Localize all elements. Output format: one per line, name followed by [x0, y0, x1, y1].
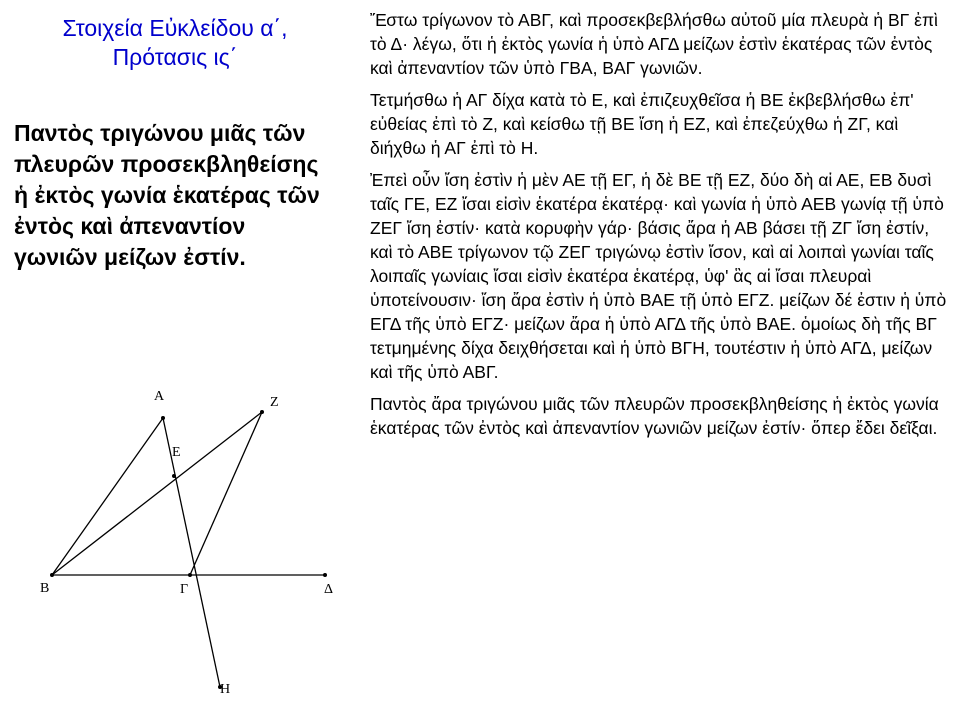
label-a: Α	[154, 389, 165, 404]
point-d	[323, 573, 327, 577]
proof-paragraph-2: Τετμήσθω ἡ ΑΓ δίχα κατὰ τὸ Ε, καὶ ἐπιζευχθεῖσα ἡ ΒΕ ἐκβεβλήσθω ἐπ' εὐθείας ἐπὶ τὸ Ζ, καὶ κείσθω τῇ ΒΕ ἴση ἡ ΕΖ, καὶ ἐπεζεύχθω ἡ ΖΓ, καὶ διήχθω ἡ ΑΓ ἐπὶ τὸ Η.	[370, 90, 914, 158]
page-title	[0, 14, 350, 72]
label-z: Ζ	[270, 395, 279, 410]
label-h: Η	[220, 682, 231, 697]
segment-ab	[52, 418, 163, 575]
point-g	[188, 573, 192, 577]
proof-paragraph-1: Ἔστω τρίγωνον τὸ ΑΒΓ, καὶ προσεκβεβλήσθω αὐτοῦ μία πλευρὰ ἡ ΒΓ ἐπὶ τὸ Δ· λέγω, ὅτι ἡ ἐκτὸς γωνία ἡ ὑπὸ ΑΓΔ μείζων ἐστὶν ἑκατέρας τῶν ἐντὸς καὶ ἀπεναντίον τῶν ὑπὸ ΓΒΑ, ΒΑΓ γωνιῶν.	[370, 10, 938, 78]
proof-paragraph-3: Ἐπεὶ οὖν ἴση ἐστὶν ἡ μὲν ΑΕ τῇ ΕΓ, ἡ δὲ ΒΕ τῇ ΕΖ, δύο δὴ αἱ ΑΕ, ΕΒ δυσὶ ταῖς ΓΕ, ΕΖ ἴσαι εἰσὶν ἑκατέρα ἑκατέρᾳ· καὶ γωνία ἡ ὑπὸ ΑΕΒ γωνίᾳ τῇ ὑπὸ ΖΕΓ ἴση ἐστίν· κατὰ κορυφὴν γάρ· βάσις ἄρα ἡ ΑΒ βάσει τῇ ΖΓ ἴση ἐστίν, καὶ τὸ ΑΒΕ τρίγωνον τῷ ΖΕΓ τριγώνῳ ἐστὶν ἴσον, καὶ αἱ λοιπαὶ γωνίαι ταῖς λοιπαῖς γωνίαις ἴσαι εἰσὶν ἑκατέρα ἑκατέρᾳ, ὑφ' ἃς αἱ ἴσαι πλευραὶ ὑποτείνουσιν· ἴση ἄρα ἐστὶν ἡ ὑπὸ ΒΑΕ τῇ ὑπὸ ΕΓΖ. μείζων δέ ἐστιν ἡ ὑπὸ ΕΓΔ τῆς ὑπὸ ΕΓΖ· μείζων ἄρα ἡ ὑπὸ ΑΓΔ τῆς ὑπὸ ΒΑΕ. ὁμοίως δὴ τῆς ΒΓ τετμημένης δίχα δειχθήσεται καὶ ἡ ὑπὸ ΒΓΗ, τουτέστιν ἡ ὑπὸ ΑΓΔ, μείζων καὶ τῆς ὑπὸ ΑΒΓ.	[370, 170, 947, 382]
geometric-figure	[30, 375, 340, 705]
point-b	[50, 573, 54, 577]
point-z	[260, 410, 264, 414]
label-g: Γ	[180, 582, 189, 597]
proposition-statement: Παντὸς τριγώνου μιᾶς τῶν πλευρῶν προσεκβληθείσης ἡ ἐκτὸς γωνία ἑκατέρας τῶν ἐντὸς καὶ ἀπεναντίον γωνιῶν μείζων ἐστίν.	[14, 120, 320, 270]
segment-bz	[52, 412, 262, 575]
title-line-2: Πρότασις ις΄	[112, 44, 238, 70]
title-line-1: Στοιχεία Εὐκλείδου α΄,	[62, 15, 288, 41]
label-d: Δ	[324, 582, 334, 597]
proof-paragraph-4: Παντὸς ἄρα τριγώνου μιᾶς τῶν πλευρῶν προσεκβληθείσης ἡ ἐκτὸς γωνία ἑκατέρας τῶν ἐντὸς καὶ ἀπεναντίον γωνιῶν μείζων ἐστίν· ὅπερ ἔδει δεῖξαι.	[370, 394, 939, 438]
label-e: Ε	[172, 445, 181, 460]
point-e	[172, 474, 176, 478]
proof-text	[370, 8, 948, 440]
segment-zg	[190, 412, 262, 575]
label-b: Β	[40, 581, 50, 596]
point-a	[161, 416, 165, 420]
